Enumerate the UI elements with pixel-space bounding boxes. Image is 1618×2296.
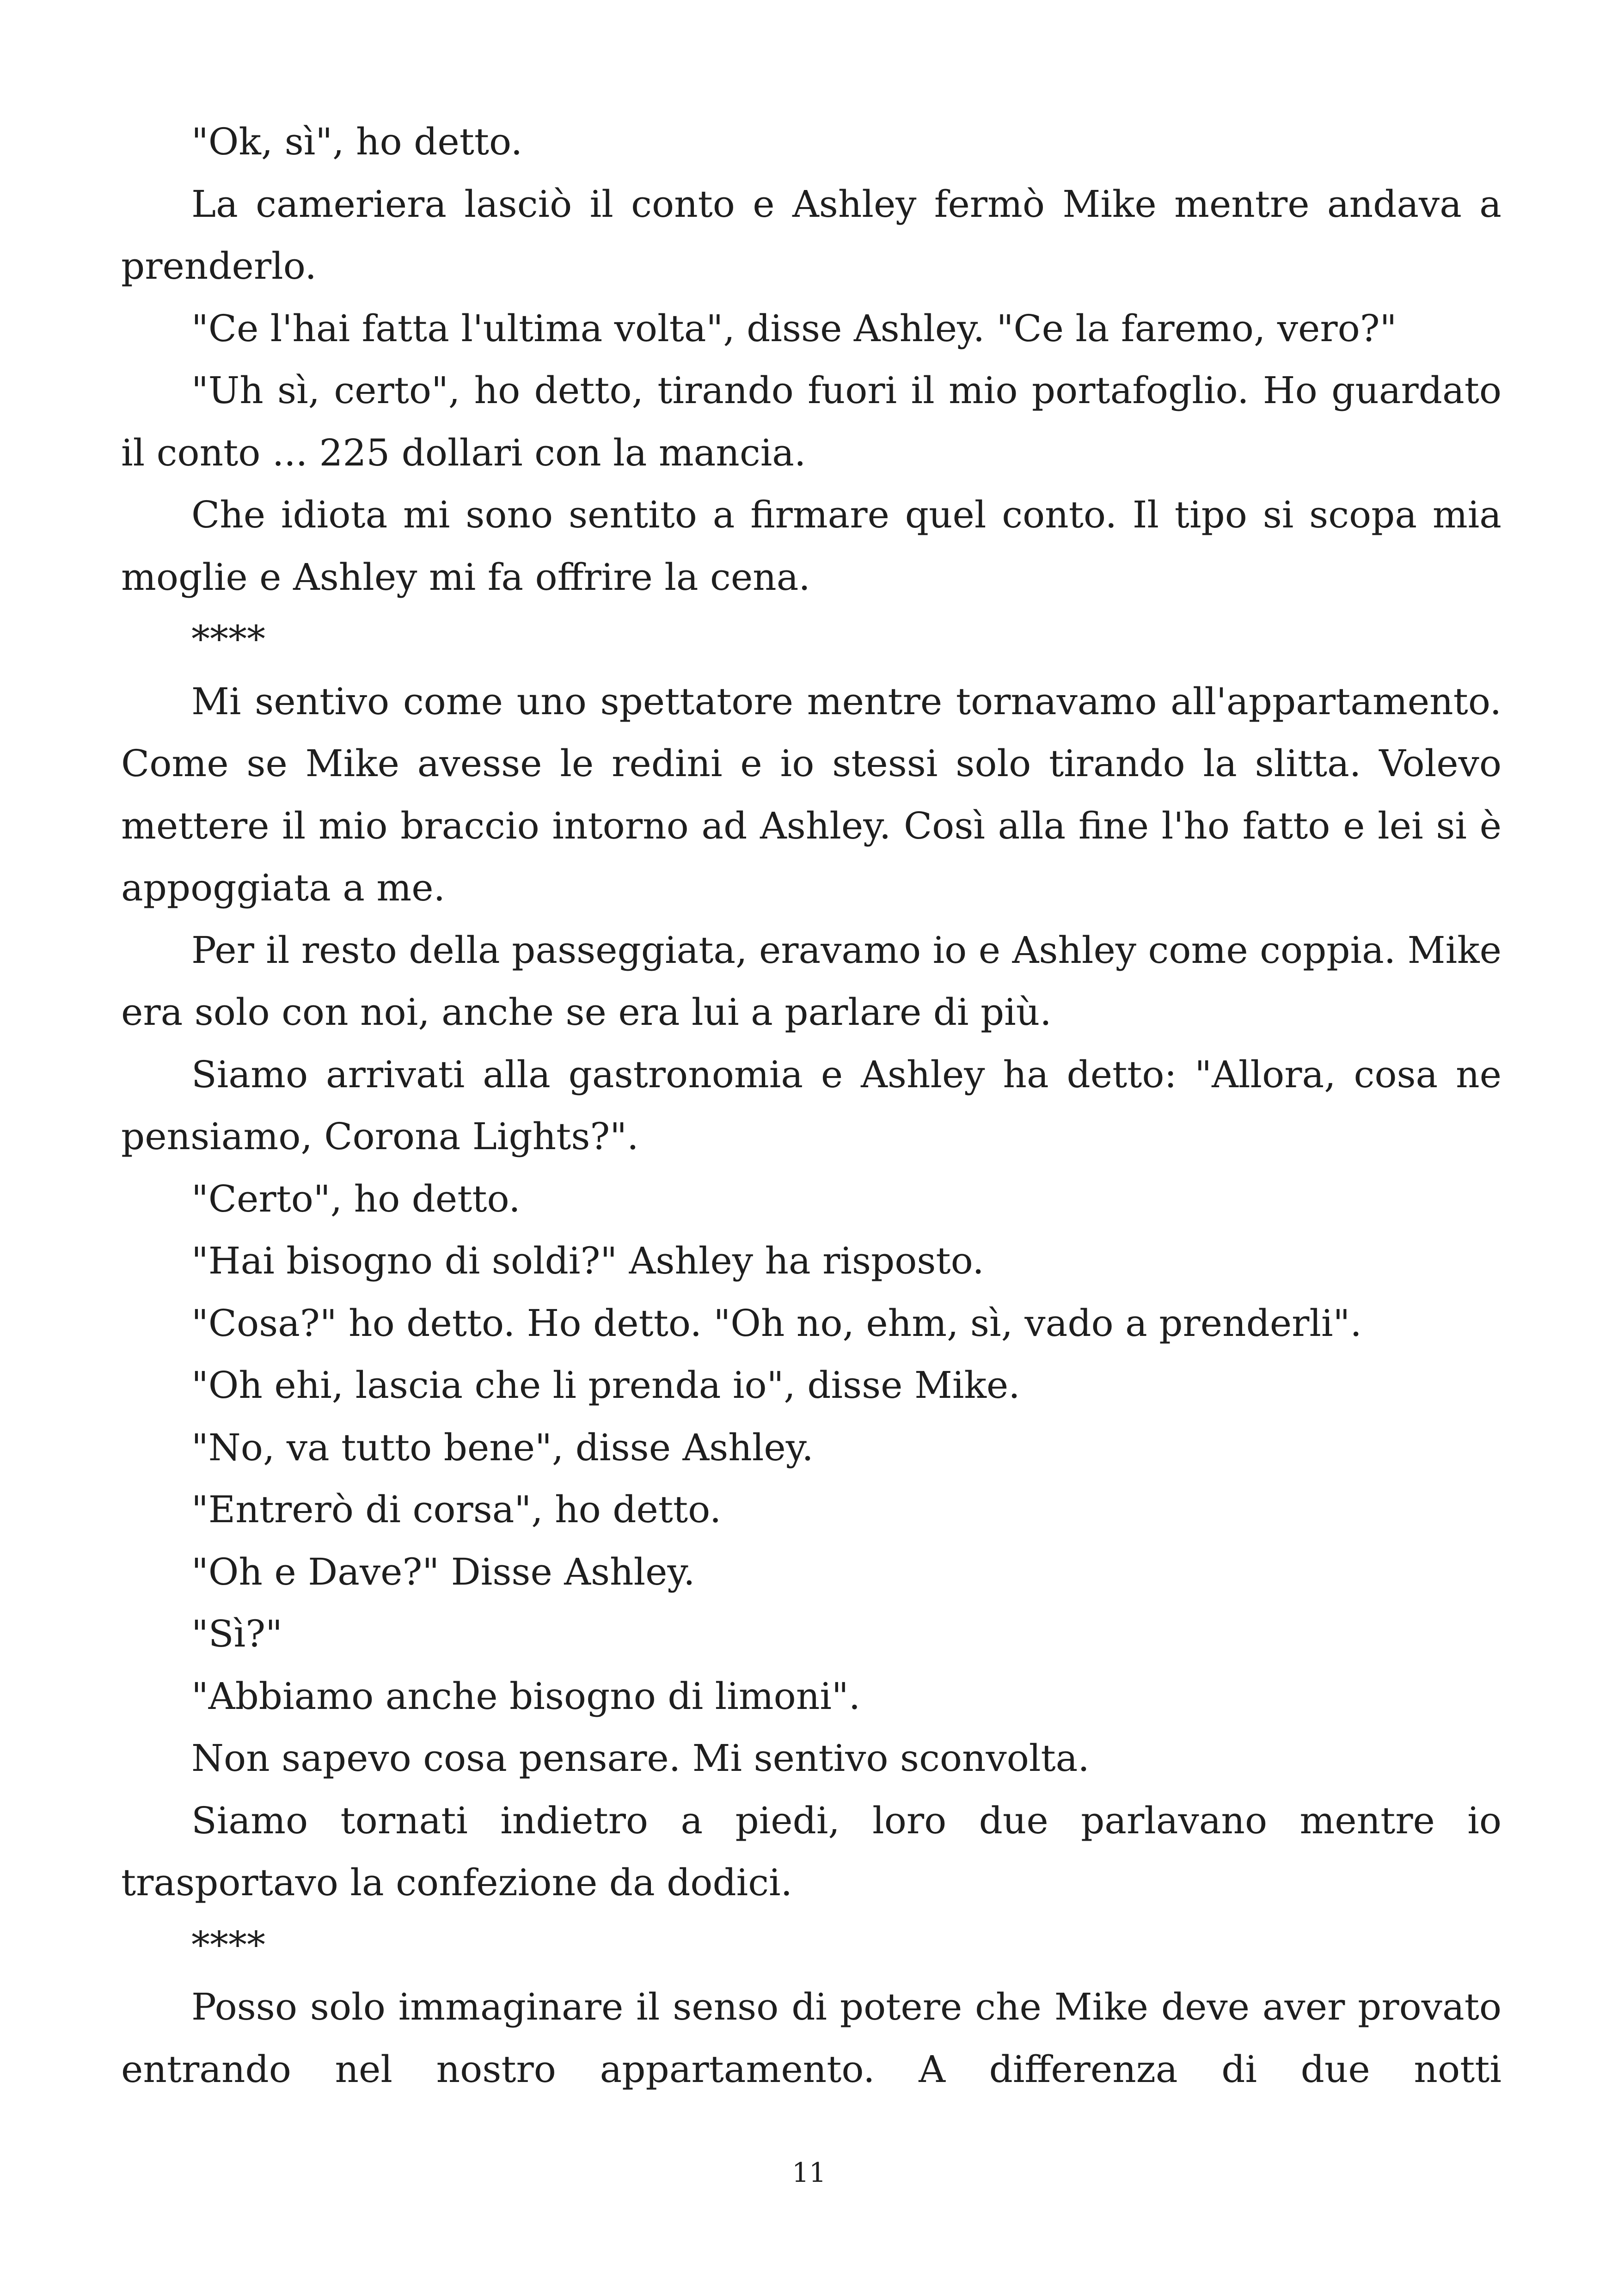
paragraph: "Oh e Dave?" Disse Ashley. (191, 1550, 695, 1593)
paragraph: "Sì?" (191, 1612, 282, 1655)
paragraph: Non sapevo cosa pensare. Mi sentivo sconvolta. (191, 1737, 1090, 1780)
paragraph: "Ok, sì", ho detto. (191, 120, 523, 163)
paragraph: Siamo tornati indietro a piedi, loro due parlavano mentre io trasportavo la confezione da dodici. (121, 1799, 1502, 1904)
paragraph: "Cosa?" ho detto. Ho detto. "Oh no, ehm, sì, vado a prenderli". (191, 1301, 1362, 1345)
paragraph: Siamo arrivati alla gastronomia e Ashley ha detto: "Allora, cosa ne pensiamo, Corona Lights?". (121, 1053, 1502, 1158)
paragraph: Posso solo immaginare il senso di potere che Mike deve aver provato entrando nel nostro appartamento. A differenza di due notti (121, 1985, 1502, 2091)
paragraph: "Uh sì, certo", ho detto, tirando fuori il mio portafoglio. Ho guardato il conto ... 225 dollari con la mancia. (121, 369, 1502, 474)
paragraph: "Entrerò di corsa", ho detto. (191, 1488, 722, 1531)
paragraph: Per il resto della passeggiata, eravamo io e Ashley come coppia. Mike era solo con noi, anche se era lui a parlare di più. (121, 928, 1502, 1034)
paragraph: "Oh ehi, lascia che li prenda io", disse Mike. (191, 1364, 1020, 1407)
page-number: 11 (792, 2157, 826, 2188)
paragraph: Mi sentivo come uno spettatore mentre tornavamo all'appartamento. Come se Mike avesse le redini e io stessi solo tirando la slitta. Volevo mettere il mio braccio intorno ad Ashley. Così alla fine l'ho fatto e lei si è appoggiata a me. (121, 680, 1502, 909)
paragraph: "Abbiamo anche bisogno di limoni". (191, 1674, 861, 1718)
section-separator: **** (191, 618, 265, 661)
paragraph: "Ce l'hai fatta l'ultima volta", disse Ashley. "Ce la faremo, vero?" (191, 306, 1397, 350)
body-text (121, 111, 1502, 2100)
paragraph: Che idiota mi sono sentito a firmare quel conto. Il tipo si scopa mia moglie e Ashley mi fa offrire la cena. (121, 493, 1502, 599)
section-separator: **** (191, 1923, 265, 1966)
paragraph: "No, va tutto bene", disse Ashley. (191, 1426, 814, 1469)
paragraph: "Hai bisogno di soldi?" Ashley ha risposto. (191, 1239, 984, 1282)
paragraph: La cameriera lasciò il conto e Ashley fermò Mike mentre andava a prenderlo. (121, 182, 1502, 288)
paragraph: "Certo", ho detto. (191, 1177, 521, 1220)
